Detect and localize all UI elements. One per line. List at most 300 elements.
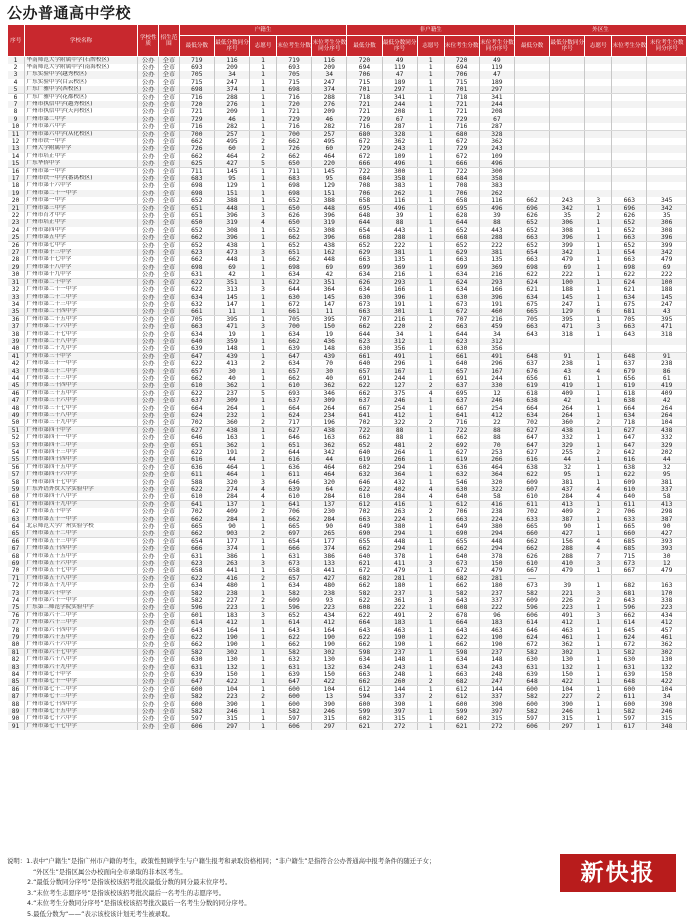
table-cell: 全市	[159, 501, 180, 509]
table-cell: 631	[179, 553, 214, 560]
table-cell: 1	[250, 708, 277, 715]
table-cell: 412	[550, 619, 585, 626]
table-cell: 718	[612, 419, 647, 427]
table-cell: 393	[647, 545, 687, 552]
table-cell: 2	[250, 693, 277, 700]
table-cell: 广州市第十三中学	[24, 249, 138, 256]
table-cell: 公办	[138, 382, 159, 390]
table-cell: 362	[214, 382, 249, 390]
table-cell: 广州市第七十四中学	[24, 701, 138, 708]
table-cell: 284	[550, 493, 585, 501]
table-cell: 612	[444, 501, 479, 509]
table-cell: 11	[8, 131, 25, 139]
table-cell: 479	[550, 567, 585, 575]
table-cell: 1	[417, 634, 444, 641]
table-cell: 2	[417, 508, 444, 515]
table-cell: 1	[250, 271, 277, 279]
table-cell: 396	[479, 294, 514, 301]
table-cell: 全市	[159, 308, 180, 316]
table-cell: 639	[612, 671, 647, 678]
table-cell: 662	[347, 641, 382, 649]
table-cell: 1	[250, 242, 277, 250]
table-row	[8, 493, 687, 501]
table-cell: 3	[585, 197, 612, 205]
table-cell: 390	[382, 701, 417, 708]
table-cell: 广州市第十八中学	[24, 264, 138, 271]
table-cell: 广州大学附属中学	[24, 145, 138, 152]
table-cell	[550, 71, 585, 78]
table-cell: 246	[382, 397, 417, 404]
table-cell: 427	[214, 160, 249, 168]
table-cell: 广州市第六十八中学	[24, 656, 138, 663]
table-cell: 1	[417, 234, 444, 242]
table-cell: 1	[250, 345, 277, 353]
table-cell: 698	[276, 190, 311, 197]
table-cell: 191	[214, 449, 249, 456]
table-cell: 665	[612, 523, 647, 530]
table-cell: 448	[382, 538, 417, 546]
table-cell: 265	[312, 530, 347, 538]
table-cell: 83	[8, 664, 25, 671]
table-cell: 1	[585, 627, 612, 634]
table-cell: 公办	[138, 434, 159, 441]
table-cell: 公办	[138, 538, 159, 546]
table-cell: 广州市第十七中学	[24, 256, 138, 263]
table-cell: 448	[214, 256, 249, 263]
table-cell: 287	[479, 123, 514, 131]
table-cell: 全市	[159, 197, 180, 205]
table-cell: 广东第二师范学院实验中学	[24, 604, 138, 612]
table-cell: 639	[179, 345, 214, 353]
table-cell: 399	[647, 242, 687, 250]
table-cell: 129	[214, 182, 249, 189]
table-cell: 719	[276, 57, 311, 65]
table-cell: 362	[312, 442, 347, 449]
table-cell: 104	[214, 686, 249, 694]
table-cell	[515, 123, 550, 131]
table-cell: 342	[647, 205, 687, 213]
table-cell: 43	[647, 308, 687, 316]
table-cell: 132	[550, 664, 585, 671]
table-cell	[515, 345, 550, 353]
table-cell: 1	[250, 538, 277, 546]
table-cell: 337	[479, 693, 514, 700]
table-cell: 464	[312, 464, 347, 472]
table-row	[8, 57, 687, 65]
table-cell: 公办	[138, 197, 159, 205]
table-cell: 1	[417, 86, 444, 94]
table-cell: 600	[276, 701, 311, 708]
table-cell: 342	[550, 249, 585, 256]
table-row	[8, 197, 687, 205]
table-cell: 358	[382, 175, 417, 182]
table-cell: 216	[479, 271, 514, 279]
table-cell: 公办	[138, 168, 159, 176]
table-cell: 582	[515, 590, 550, 597]
table-cell: 276	[214, 101, 249, 108]
table-cell: 47	[8, 397, 25, 404]
table-cell: 1	[417, 368, 444, 375]
table-row	[8, 182, 687, 189]
table-cell: 634	[179, 294, 214, 301]
header-outside-last-score: 末位考生分数	[612, 36, 647, 57]
table-row	[8, 449, 687, 456]
table-cell: 公办	[138, 405, 159, 412]
table-cell: 190	[479, 634, 514, 641]
table-cell: 479	[382, 567, 417, 575]
table-cell: 698	[276, 182, 311, 189]
table-row	[8, 582, 687, 589]
table-cell: 全市	[159, 242, 180, 250]
table-cell: 1	[417, 523, 444, 530]
table-cell	[647, 94, 687, 102]
table-cell: 312	[479, 338, 514, 345]
table-cell	[647, 175, 687, 182]
table-cell: 297	[382, 86, 417, 94]
table-cell: 254	[479, 405, 514, 412]
table-cell: 32	[8, 286, 25, 293]
table-cell: 6	[585, 308, 612, 316]
table-cell: 1	[585, 604, 612, 612]
table-cell: 公办	[138, 664, 159, 671]
header-hukou-min-rank: 最低分数同分序号	[214, 36, 249, 57]
table-cell: 全市	[159, 360, 180, 367]
table-cell: 234	[312, 412, 347, 419]
table-cell: 39	[382, 212, 417, 219]
table-cell: 全市	[159, 419, 180, 427]
table-cell: 479	[647, 256, 687, 263]
table-cell: 广东实验中学(越秀校区)	[24, 71, 138, 78]
table-cell: 672	[444, 567, 479, 575]
table-cell: 85	[8, 678, 25, 686]
table-cell: 全市	[159, 486, 180, 493]
table-cell: 332	[550, 434, 585, 441]
table-cell: 632	[444, 471, 479, 478]
table-cell: 644	[347, 219, 382, 226]
table-cell: 150	[312, 323, 347, 330]
table-cell: 50	[8, 419, 25, 427]
table-cell: 652	[179, 227, 214, 234]
table-cell: 80	[8, 641, 25, 649]
table-cell: 654	[276, 538, 311, 546]
table-cell: 公办	[138, 501, 159, 509]
table-cell: 705	[179, 316, 214, 324]
table-cell: 610	[179, 382, 214, 390]
table-row	[8, 456, 687, 464]
table-cell: 700	[179, 131, 214, 139]
table-cell: 8	[8, 108, 25, 115]
table-cell: 1	[585, 390, 612, 398]
table-cell: 全市	[159, 442, 180, 449]
table-cell: 693	[276, 64, 311, 71]
table-cell: 643	[444, 597, 479, 604]
table-cell: 672	[444, 308, 479, 316]
table-cell	[647, 160, 687, 168]
table-cell: 329	[647, 442, 687, 449]
table-cell: 公办	[138, 353, 159, 361]
table-cell: 640	[612, 493, 647, 501]
table-cell: 657	[276, 575, 311, 583]
table-cell: 4	[585, 486, 612, 493]
table-cell: 全市	[159, 279, 180, 287]
table-cell: 293	[382, 279, 417, 287]
table-cell	[612, 57, 647, 65]
table-cell	[585, 345, 612, 353]
table-cell: 1	[250, 57, 277, 65]
table-cell	[550, 153, 585, 160]
table-cell: 2	[250, 419, 277, 427]
table-cell: 634	[515, 294, 550, 301]
table-cell: 630	[347, 294, 382, 301]
table-cell: 广州市第三十中学	[24, 353, 138, 361]
table-cell: 170	[647, 590, 687, 597]
table-cell	[515, 182, 550, 189]
table-cell: 1	[585, 582, 612, 589]
table-cell: 479	[647, 567, 687, 575]
table-cell: 630	[612, 656, 647, 663]
table-cell: 93	[312, 597, 347, 604]
table-cell: 319	[312, 219, 347, 226]
table-cell: 61	[647, 375, 687, 382]
table-cell: 663	[347, 671, 382, 678]
table-cell: 1	[417, 64, 444, 71]
table-row	[8, 79, 687, 86]
table-cell: 公办	[138, 71, 159, 78]
table-cell: 631	[179, 271, 214, 279]
table-cell: 150	[214, 671, 249, 678]
table-cell: 622	[179, 449, 214, 456]
table-cell: 711	[276, 168, 311, 176]
table-cell: 342	[647, 249, 687, 256]
table-cell: 1	[417, 308, 444, 316]
table-cell	[515, 190, 550, 197]
table-cell: 582	[612, 708, 647, 715]
table-cell: 119	[382, 64, 417, 71]
table-cell: 1	[417, 360, 444, 367]
table-row	[8, 249, 687, 256]
table-cell: 2	[585, 508, 612, 515]
table-cell: 386	[214, 553, 249, 560]
table-cell	[647, 86, 687, 94]
table-cell: 643	[612, 597, 647, 604]
table-row	[8, 464, 687, 472]
table-row	[8, 715, 687, 723]
table-cell: 104	[312, 686, 347, 694]
table-cell: 150	[647, 671, 687, 678]
table-cell: 1	[250, 627, 277, 634]
table-row	[8, 168, 687, 176]
table-cell: 662	[347, 545, 382, 552]
table-cell: 663	[347, 256, 382, 263]
table-cell: 1	[417, 286, 444, 293]
table-cell: 682	[612, 582, 647, 589]
table-cell: 346	[312, 390, 347, 398]
table-cell: 全市	[159, 219, 180, 226]
table-cell: 337	[647, 486, 687, 493]
table-cell	[612, 575, 647, 583]
table-cell: 387	[550, 516, 585, 523]
table-cell: 全市	[159, 523, 180, 530]
table-row	[8, 86, 687, 94]
table-cell: 729	[444, 116, 479, 123]
table-cell: 163	[312, 434, 347, 441]
table-cell: 1	[250, 590, 277, 597]
table-cell: 35	[8, 308, 25, 316]
table-cell: 91	[647, 353, 687, 361]
table-cell: 284	[214, 516, 249, 523]
table-cell: 351	[214, 279, 249, 287]
table-cell: 374	[214, 545, 249, 552]
table-cell: 1	[417, 619, 444, 626]
table-cell	[585, 57, 612, 65]
table-cell: 公办	[138, 464, 159, 472]
table-cell: 1	[250, 523, 277, 530]
table-cell: 380	[382, 523, 417, 530]
table-cell: 163	[647, 582, 687, 589]
table-cell: 237	[382, 649, 417, 657]
table-cell: 广州市第二十三中学	[24, 301, 138, 308]
table-cell: 78	[8, 627, 25, 634]
table-cell: 1	[250, 634, 277, 641]
table-cell: 663	[612, 256, 647, 263]
table-cell: 2	[250, 597, 277, 604]
table-cell: 4	[585, 368, 612, 375]
table-cell: 12	[8, 138, 25, 145]
table-cell: 43	[8, 368, 25, 375]
table-cell: 1	[585, 656, 612, 663]
table-cell: 3	[250, 479, 277, 486]
table-cell: 663	[347, 516, 382, 523]
table-cell: 全市	[159, 464, 180, 472]
table-cell: 611	[612, 501, 647, 509]
table-cell: 644	[276, 286, 311, 293]
table-cell: 416	[214, 575, 249, 583]
table-cell: 全市	[159, 249, 180, 256]
table-cell: 419	[647, 382, 687, 390]
table-cell: 697	[276, 530, 311, 538]
table-cell: 694	[444, 64, 479, 71]
table-cell: 全市	[159, 530, 180, 538]
table-cell: 388	[312, 197, 347, 205]
table-cell: 318	[550, 331, 585, 338]
table-cell: 1	[417, 116, 444, 123]
table-cell: 410	[550, 560, 585, 567]
table-cell: 广州市第六十九中学	[24, 664, 138, 671]
table-row	[8, 331, 687, 338]
table-cell: 148	[479, 656, 514, 663]
table-cell: 64	[312, 486, 347, 493]
table-cell: 广州市第五十四中学	[24, 545, 138, 552]
table-cell: 396	[214, 212, 249, 219]
table-cell: 1	[417, 145, 444, 152]
table-row	[8, 649, 687, 657]
table-cell: 337	[479, 597, 514, 604]
table-cell: 665	[179, 523, 214, 530]
table-cell: 631	[276, 553, 311, 560]
table-cell: 393	[647, 538, 687, 546]
table-cell: 264	[312, 405, 347, 412]
table-body	[8, 57, 687, 731]
table-cell: 广州市第十六中学	[24, 182, 138, 189]
table-cell: 189	[382, 79, 417, 86]
table-cell	[612, 123, 647, 131]
table-cell: 624	[515, 279, 550, 287]
table-cell: 34	[312, 71, 347, 78]
table-cell: 华南师范大学附属中学(石牌校区)	[24, 57, 138, 65]
table-cell: 464	[312, 153, 347, 160]
table-cell: 362	[312, 382, 347, 390]
table-row	[8, 545, 687, 552]
table-cell: 582	[179, 693, 214, 700]
table-cell: 广州市第二十六中学	[24, 323, 138, 330]
table-cell: 634	[276, 271, 311, 279]
table-cell: 351	[312, 279, 347, 287]
table-cell: 全市	[159, 493, 180, 501]
header-nonhukou-min-score: 最低分数	[347, 36, 382, 57]
table-cell: 196	[312, 419, 347, 427]
table-cell: 公办	[138, 101, 159, 108]
table-cell: 308	[550, 227, 585, 234]
table-cell: 648	[612, 353, 647, 361]
table-cell: 公办	[138, 131, 159, 139]
table-cell: 657	[179, 368, 214, 375]
table-cell: 639	[276, 345, 311, 353]
table-cell: 公办	[138, 449, 159, 456]
table-cell: 729	[179, 116, 214, 123]
table-cell: 1	[417, 590, 444, 597]
table-cell: 公办	[138, 634, 159, 641]
table-cell: 77	[8, 619, 25, 626]
table-cell: 621	[612, 286, 647, 293]
table-cell: 1	[250, 456, 277, 464]
table-cell: 464	[214, 471, 249, 478]
table-cell: 90	[312, 523, 347, 530]
table-cell: 37	[8, 323, 25, 330]
table-cell: 288	[550, 553, 585, 560]
table-cell: 664	[515, 405, 550, 412]
table-cell: 广州市第五中学	[24, 234, 138, 242]
table-cell: 1	[585, 434, 612, 441]
table-cell: 650	[179, 219, 214, 226]
table-cell: 464	[479, 464, 514, 472]
table-cell: 58	[8, 479, 25, 486]
table-cell	[515, 108, 550, 115]
table-cell	[647, 108, 687, 115]
table-cell: 广州市第五十三中学	[24, 538, 138, 546]
table-cell: 1	[250, 64, 277, 71]
table-row	[8, 190, 687, 197]
table-cell: 647	[276, 678, 311, 686]
table-cell: 223	[550, 604, 585, 612]
table-cell: ——	[515, 575, 550, 583]
table-cell: 480	[312, 582, 347, 589]
table-cell: 597	[612, 715, 647, 723]
table-cell: 619	[515, 382, 550, 390]
table-cell: 广州市培正中学	[24, 153, 138, 160]
table-cell: 662	[347, 323, 382, 330]
table-cell: 32	[550, 464, 585, 472]
table-cell: 315	[647, 715, 687, 723]
table-cell: 144	[479, 686, 514, 694]
table-cell: 2	[417, 442, 444, 449]
table-cell: 全市	[159, 390, 180, 398]
table-cell	[647, 338, 687, 345]
table-cell: 30	[647, 553, 687, 560]
table-cell: 1	[250, 375, 277, 382]
table-cell: 594	[347, 693, 382, 700]
table-cell: 260	[382, 678, 417, 686]
table-cell: 48	[8, 405, 25, 412]
